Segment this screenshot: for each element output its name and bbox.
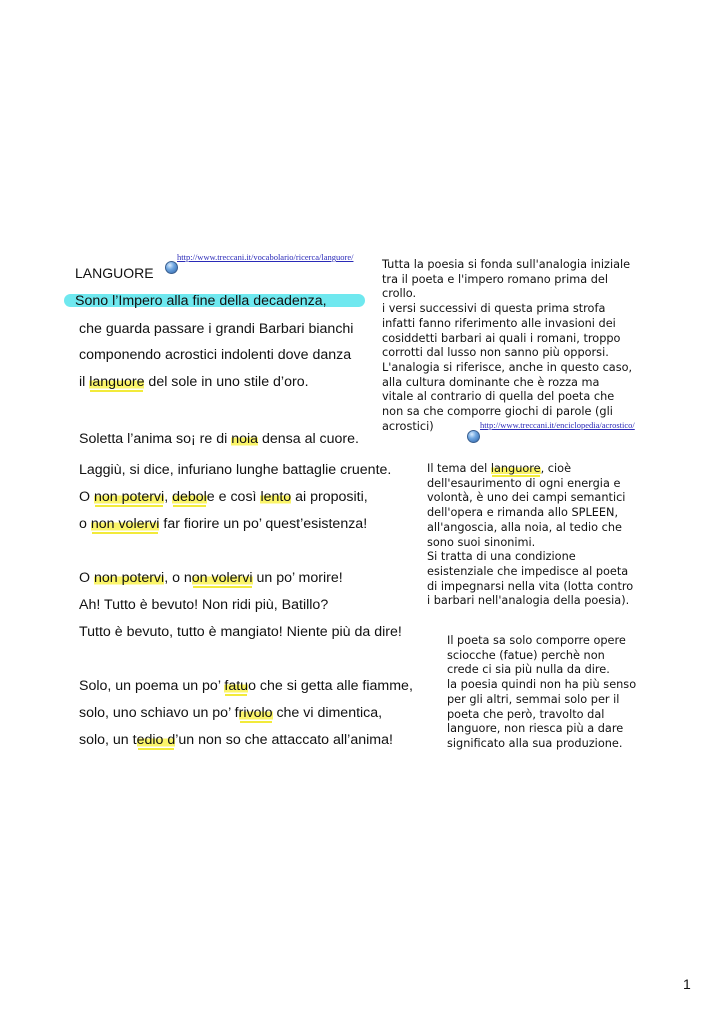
highlight-edio: edio d [136, 732, 176, 748]
highlight-languore: languore [89, 374, 145, 390]
highlight-debol: debol [172, 489, 207, 505]
note-languore: Il tema del languore, cioè dell'esaurimento di ogni energia e volontà, è uno dei campi semantici dell'opera e rimanda allo SPLEEN, all'angoscia, alla noia, al tedio che sono suoi sinonimi. Si tratta di una condizione esistenziale che impedisce al poeta di impegnarsi nella vita (lotta contro i barbari nell'analogia della poesia). [427, 462, 634, 608]
highlight-non-potervi: non potervi [93, 489, 165, 505]
page-number: 1 [683, 976, 691, 992]
poem-line-3: componendo acrostici indolenti dove danza [79, 347, 352, 363]
highlight-non-potervi-2: non potervi [93, 570, 165, 586]
globe-icon-2[interactable] [467, 430, 480, 443]
note-analogia: Tutta la poesia si fonda sull'analogia iniziale tra il poeta e l'impero romano prima del crollo. i versi successivi di questa prima strofa infatti fanno riferimento alle invasioni dei cosiddetti barbari ai quali i romani, troppo corrotti dal lusso non sanno più opporsi. L'analogia si riferisce, anche in questo caso, alla cultura dominante che è rozza ma vitale al contrario di quella del poeta che non sa che comporre giochi di parole (gli acrostici) [382, 258, 633, 433]
highlight-rivolo: rivolo [238, 705, 273, 721]
poem-line-1: Sono l’Impero alla fine della decadenza, [75, 293, 327, 309]
poem-line-5: Soletta l’anima so¡ re di noia densa al cuore. [79, 431, 359, 447]
highlight-fatu: fatu [224, 678, 249, 694]
highlight-non-volervi: non volervi [90, 516, 160, 532]
poem-line-6: Laggiù, si dice, infuriano lunghe battaglie cruente. [79, 462, 392, 478]
poem-line-13: solo, uno schiavo un po’ frivolo che vi dimentica, [79, 705, 383, 721]
note-poeta: Il poeta sa solo comporre opere sciocche (fatue) perchè non crede ci sia più nulla da dire. la poesia quindi non ha più senso per gli altri, semmai solo per il poeta che però, travolto dal languore, non riesca più a dare significato alla sua produzione. [447, 634, 637, 750]
poem-line-14: solo, un tedio d’un non so che attaccato all’anima! [79, 732, 393, 748]
highlight-note-languore: languore [490, 462, 541, 475]
poem-line-2: che guarda passare i grandi Barbari bianchi [79, 321, 354, 337]
poem-line-9: O non potervi, o non volervi un po’ morire! [79, 570, 343, 586]
treccani-acrostico-link[interactable]: http://www.treccani.it/enciclopedia/acrostico/ [480, 420, 635, 430]
highlight-on-volervi: on volervi [191, 570, 253, 586]
poem-title: LANGUORE [75, 265, 154, 281]
highlight-noia: noia [231, 431, 259, 447]
treccani-languore-link[interactable]: http://www.treccani.it/vocabolario/ricerca/languore/ [177, 252, 354, 262]
globe-icon[interactable] [165, 261, 178, 274]
poem-line-11: Tutto è bevuto, tutto è mangiato! Niente più da dire! [79, 624, 402, 640]
poem-line-10: Ah! Tutto è bevuto! Non ridi più, Batillo? [79, 597, 329, 613]
poem-line-7: O non potervi, debole e così lento ai propositi, [79, 489, 368, 505]
poem-line-4: il languore del sole in uno stile d’oro. [79, 374, 309, 390]
poem-line-12: Solo, un poema un po’ fatuo che si getta alle fiamme, [79, 678, 413, 694]
poem-line-8: o non volervi far fiorire un po’ quest’esistenza! [79, 516, 368, 532]
highlight-lento: lento [260, 489, 292, 505]
